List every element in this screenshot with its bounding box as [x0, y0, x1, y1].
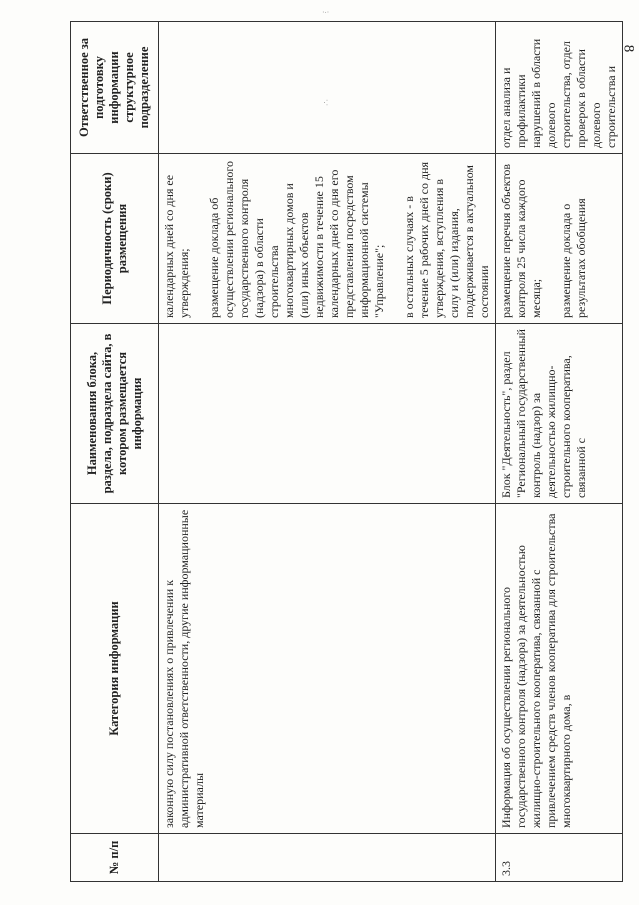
table-row: [159, 22, 496, 882]
header-category: Категория информации: [71, 504, 159, 834]
header-block: Наименования блока, раздела, подраздела сайта, в котором размещается информация: [71, 324, 159, 504]
scan-artifact: ·∙·: [322, 8, 330, 17]
row1-block: [159, 324, 496, 504]
information-table: [70, 21, 623, 882]
row1-period-2: размещение доклада об осуществлении регионального государственного контроля (надзора) в области строительства многоквартирных домов и (или) иных объектов недвижимости в течение 15 календарных дней со дня его представления посредством информационной системы "Управление";: [207, 160, 386, 318]
row1-period: [159, 154, 496, 324]
row2-period-2: размещение доклада о результатах обобщения: [559, 198, 588, 318]
row1-category: законную силу постановлениях о привлечении к административной ответственности, другие информационные материалы: [159, 504, 496, 834]
row2-num: 3.3: [496, 834, 623, 882]
row1-period-1: календарных дней со дня ее утверждения;: [162, 174, 191, 318]
header-period: Периодичность (сроки) размещения: [71, 154, 159, 324]
row2-period-1: размещение перечня объектов контроля 25 числа каждого месяца;: [499, 163, 543, 318]
row2-period: [496, 154, 623, 324]
header-responsible: Ответственное за подготовку информации структурное подразделение: [71, 22, 159, 154]
table-row: [496, 22, 623, 882]
page-number: 8: [619, 44, 636, 53]
row2-category: Информация об осуществлении регионального государственного контроля (надзора) за деятельностью жилищно-строительного кооператива, связанной с привлечением средств членов кооператива для строительства многоквартирного дома, в: [496, 504, 623, 834]
row2-block: Блок "Деятельность", раздел "Региональный государственный контроль (надзор) за деятельностью жилищно-строительного кооператива, связанной с: [496, 324, 623, 504]
row1-num: [159, 834, 496, 882]
row1-responsible: [159, 22, 496, 154]
header-num: № п/п: [71, 834, 159, 882]
row1-period-3: в остальных случаях - в течение 5 рабочих дней со дня утверждения, вступления в силу и (или) издания, поддерживается в актуальном состоянии: [402, 161, 491, 318]
row2-responsible: отдел анализа и профилактики нарушений в области долевого строительства, отдел проверок в области долевого строительства и: [496, 22, 623, 154]
scan-artifact-middle: ·.·: [322, 98, 332, 107]
table-header-row: [71, 22, 159, 882]
